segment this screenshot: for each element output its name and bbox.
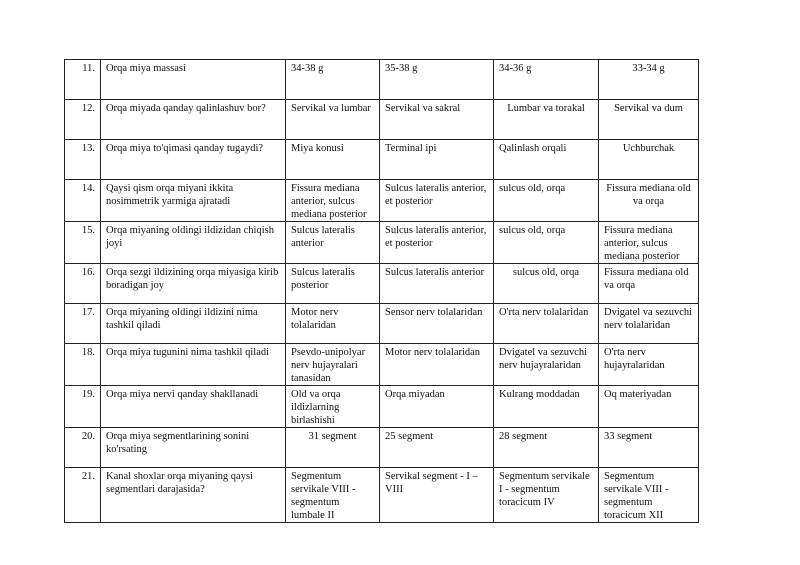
answer-b: Sulcus lateralis anterior, et posterior — [380, 180, 494, 222]
answer-c: sulcus old, orqa — [494, 264, 599, 304]
question-text: Orqa sezgi ildizining orqa miyasiga kirib boradigan joy — [101, 264, 286, 304]
answer-c: Kulrang moddadan — [494, 386, 599, 428]
question-text: Orqa miya tugunini nima tashkil qiladi — [101, 344, 286, 386]
question-number: 14. — [65, 180, 101, 222]
question-text: Kanal shoxlar orqa miyaning qaysi segmentlari darajasida? — [101, 468, 286, 523]
table-row — [65, 304, 699, 344]
answer-a: 31 segment — [286, 428, 380, 468]
answer-c: Lumbar va torakal — [494, 100, 599, 140]
question-text: Orqa miya massasi — [101, 60, 286, 100]
answer-a: 34-38 g — [286, 60, 380, 100]
answer-c: Dvigatel va sezuvchi nerv hujayralaridan — [494, 344, 599, 386]
question-number: 12. — [65, 100, 101, 140]
table-row — [65, 264, 699, 304]
answer-a: Psevdo-unipolyar nerv hujayralari tanasidan — [286, 344, 380, 386]
table-row — [65, 100, 699, 140]
answer-b: Sulcus lateralis anterior — [380, 264, 494, 304]
answer-b: Orqa miyadan — [380, 386, 494, 428]
question-text: Orqa miya to'qimasi qanday tugaydi? — [101, 140, 286, 180]
question-text: Qaysi qism orqa miyani ikkita nosimmetrik yarmiga ajratadi — [101, 180, 286, 222]
answer-c: sulcus old, orqa — [494, 180, 599, 222]
answer-d: 33-34 g — [599, 60, 699, 100]
table-row — [65, 180, 699, 222]
answer-a: Fissura mediana anterior, sulcus mediana posterior — [286, 180, 380, 222]
question-text: Orqa miyaning oldingi ildizini nima tashkil qiladi — [101, 304, 286, 344]
answer-b: Servikal segment - I – VIII — [380, 468, 494, 523]
answer-d: Dvigatel va sezuvchi nerv tolalaridan — [599, 304, 699, 344]
question-number: 19. — [65, 386, 101, 428]
answer-c: sulcus old, orqa — [494, 222, 599, 264]
answer-d: Fissura mediana old va orqa — [599, 180, 699, 222]
answer-b: Terminal ipi — [380, 140, 494, 180]
answer-b: Servikal va sakral — [380, 100, 494, 140]
answer-d: Fissura mediana old va orqa — [599, 264, 699, 304]
answer-c: 34-36 g — [494, 60, 599, 100]
answer-d: Uchburchak — [599, 140, 699, 180]
question-number: 21. — [65, 468, 101, 523]
question-number: 13. — [65, 140, 101, 180]
answer-d: Oq materiyadan — [599, 386, 699, 428]
answer-d: 33 segment — [599, 428, 699, 468]
table-row — [65, 60, 699, 100]
answer-d: O'rta nerv hujayralaridan — [599, 344, 699, 386]
answer-d: Fissura mediana anterior, sulcus mediana posterior — [599, 222, 699, 264]
answer-c: O'rta nerv tolalaridan — [494, 304, 599, 344]
table-row — [65, 386, 699, 428]
table-row — [65, 468, 699, 523]
question-text: Orqa miya segmentlarining sonini ko'rsating — [101, 428, 286, 468]
question-text: Orqa miyaning oldingi ildizidan chiqish joyi — [101, 222, 286, 264]
answer-a: Old va orqa ildizlarning birlashishi — [286, 386, 380, 428]
table-row — [65, 140, 699, 180]
answer-c: 28 segment — [494, 428, 599, 468]
answer-d: Segmentum servikale VIII - segmentum toracicum XII — [599, 468, 699, 523]
answer-b: Sensor nerv tolalaridan — [380, 304, 494, 344]
answer-b: 35-38 g — [380, 60, 494, 100]
answer-b: 25 segment — [380, 428, 494, 468]
table-row — [65, 222, 699, 264]
answer-a: Servikal va lumbar — [286, 100, 380, 140]
quiz-table — [64, 59, 699, 523]
question-number: 18. — [65, 344, 101, 386]
answer-a: Sulcus lateralis posterior — [286, 264, 380, 304]
answer-c: Segmentum servikale I - segmentum toracicum IV — [494, 468, 599, 523]
answer-b: Motor nerv tolalaridan — [380, 344, 494, 386]
question-text: Orqa miya nervi qanday shakllanadi — [101, 386, 286, 428]
question-number: 16. — [65, 264, 101, 304]
question-number: 20. — [65, 428, 101, 468]
question-number: 11. — [65, 60, 101, 100]
answer-b: Sulcus lateralis anterior, et posterior — [380, 222, 494, 264]
table-row — [65, 344, 699, 386]
question-number: 17. — [65, 304, 101, 344]
question-text: Orqa miyada qanday qalinlashuv bor? — [101, 100, 286, 140]
table-row — [65, 428, 699, 468]
answer-c: Qalinlash orqali — [494, 140, 599, 180]
answer-a: Motor nerv tolalaridan — [286, 304, 380, 344]
answer-d: Servikal va dum — [599, 100, 699, 140]
question-number: 15. — [65, 222, 101, 264]
answer-a: Miya konusi — [286, 140, 380, 180]
answer-a: Segmentum servikale VIII - segmentum lumbale II — [286, 468, 380, 523]
answer-a: Sulcus lateralis anterior — [286, 222, 380, 264]
